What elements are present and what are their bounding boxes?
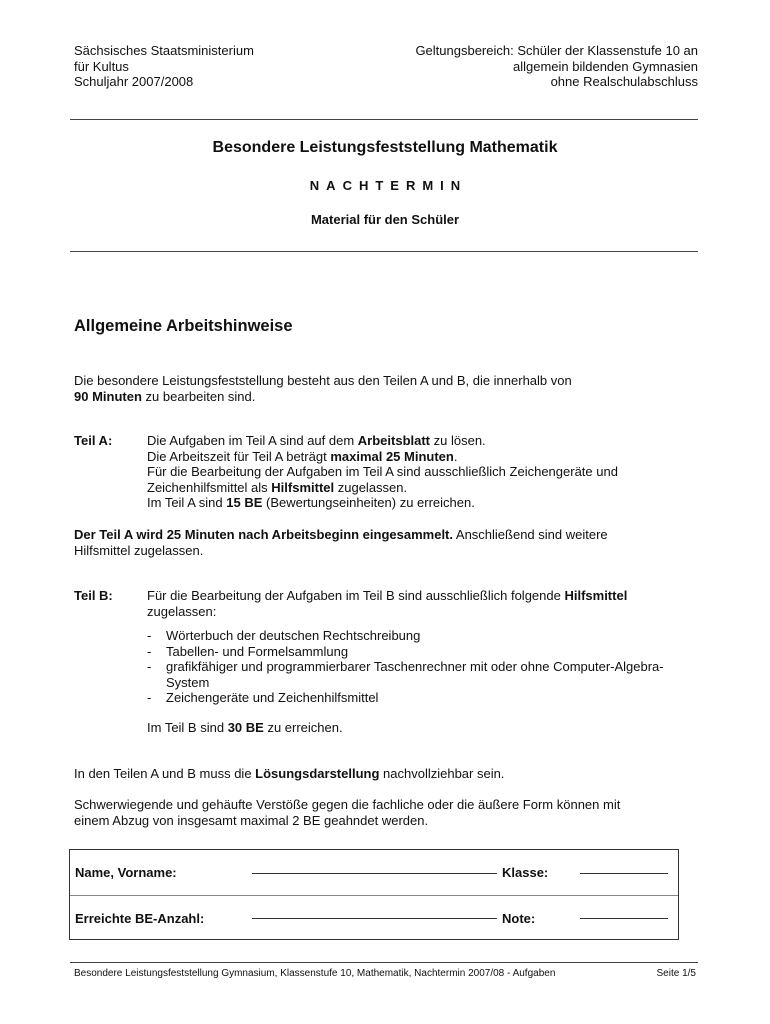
list-item: - Zeichengeräte und Zeichenhilfsmittel bbox=[147, 690, 379, 705]
be-count-label: Erreichte BE-Anzahl: bbox=[75, 911, 205, 926]
collect-note: Der Teil A wird 25 Minuten nach Arbeitsbeginn eingesammelt. Anschließend sind weitere Hilfsmittel zugelassen. bbox=[74, 527, 608, 558]
section-title: Allgemeine Arbeitshinweise bbox=[74, 317, 293, 335]
student-info-box bbox=[69, 849, 679, 940]
intro-duration bbox=[74, 389, 704, 405]
list-item: - Tabellen- und Formelsammlung bbox=[147, 643, 349, 659]
footer-text: Besondere Leistungsfeststellung Gymnasium, Klassenstufe 10, Mathematik, Nachtermin 2007/08 - Aufgaben bbox=[74, 968, 556, 979]
deduction-note: Schwerwiegende und gehäufte Verstöße gegen die fachliche oder die äußere Form können mit einem Abzug von insgesamt maximal 2 BE geahndet werden. bbox=[74, 797, 621, 828]
teil-b-line: Für die Bearbeitung der Aufgaben im Teil B sind ausschließlich folgende Hilfsmittel bbox=[147, 588, 628, 603]
klasse-label: Klasse: bbox=[502, 865, 549, 880]
name-label: Name, Vorname: bbox=[75, 865, 177, 880]
document-title: Besondere Leistungsfeststellung Mathematik bbox=[212, 139, 558, 156]
note-label: Note: bbox=[502, 911, 536, 926]
material-label: Material für den Schüler bbox=[310, 212, 460, 227]
issuer-line: für Kultus bbox=[74, 58, 129, 74]
collect-note-bold: Der Teil A wird 25 Minuten nach Arbeitsbeginn eingesammelt. bbox=[74, 527, 453, 542]
scope-line: ohne Realschulabschluss bbox=[550, 74, 698, 89]
scope-line: Geltungsbereich: Schüler der Klassenstufe 10 an bbox=[415, 43, 698, 58]
klasse-field[interactable] bbox=[580, 873, 668, 874]
document-subtitle: NACHTERMIN bbox=[309, 178, 468, 193]
scope-block bbox=[415, 43, 698, 90]
teil-b-line: zugelassen: bbox=[147, 603, 217, 619]
teil-a-body bbox=[147, 433, 707, 511]
loesung-note: In den Teilen A und B muss die Lösungsdarstellung nachvollziehbar sein. bbox=[74, 766, 505, 781]
duration-bold: 90 Minuten bbox=[74, 388, 142, 404]
intro-paragraph bbox=[74, 373, 704, 404]
teil-a-label: Teil A: bbox=[74, 433, 113, 448]
teil-b-body bbox=[147, 588, 707, 735]
teil-b-label: Teil B: bbox=[74, 588, 113, 603]
header-divider bbox=[70, 119, 698, 120]
teil-b-be: Im Teil B sind 30 BE zu erreichen. bbox=[147, 719, 343, 735]
intro-end: zu bearbeiten sind. bbox=[141, 388, 256, 404]
school-year: Schuljahr 2007/2008 bbox=[74, 74, 194, 89]
list-item: - Wörterbuch der deutschen Rechtschreibung bbox=[147, 628, 421, 643]
aids-list bbox=[147, 628, 667, 706]
box-divider bbox=[70, 895, 678, 896]
teil-a-line: Die Arbeitszeit für Teil A beträgt maximal 25 Minuten. bbox=[147, 448, 458, 464]
teil-a-line: Zeichenhilfsmittel als Hilfsmittel zugelassen. bbox=[147, 479, 408, 495]
name-field[interactable] bbox=[252, 873, 497, 874]
teil-a-line: Die Aufgaben im Teil A sind auf dem Arbeitsblatt zu lösen. bbox=[147, 433, 486, 448]
note-field[interactable] bbox=[580, 918, 668, 919]
list-item: - grafikfähiger und programmierbarer Taschenrechner mit oder ohne Computer-Algebra-System bbox=[147, 659, 664, 690]
title-divider bbox=[70, 251, 698, 252]
teil-a-line: Für die Bearbeitung der Aufgaben im Teil A sind ausschließlich Zeichengeräte und bbox=[147, 464, 618, 479]
scope-line: allgemein bildenden Gymnasien bbox=[512, 58, 698, 74]
page-number: Seite 1/5 bbox=[656, 968, 696, 979]
intro-text: Die besondere Leistungsfeststellung besteht aus den Teilen A und B, die innerhalb von bbox=[74, 373, 572, 388]
footer-divider bbox=[70, 962, 698, 963]
be-count-field[interactable] bbox=[252, 918, 497, 919]
issuer-line: Sächsisches Staatsministerium bbox=[74, 43, 254, 58]
teil-a-line: Im Teil A sind 15 BE (Bewertungseinheiten) zu erreichen. bbox=[147, 495, 475, 510]
issuer-block bbox=[74, 43, 254, 90]
